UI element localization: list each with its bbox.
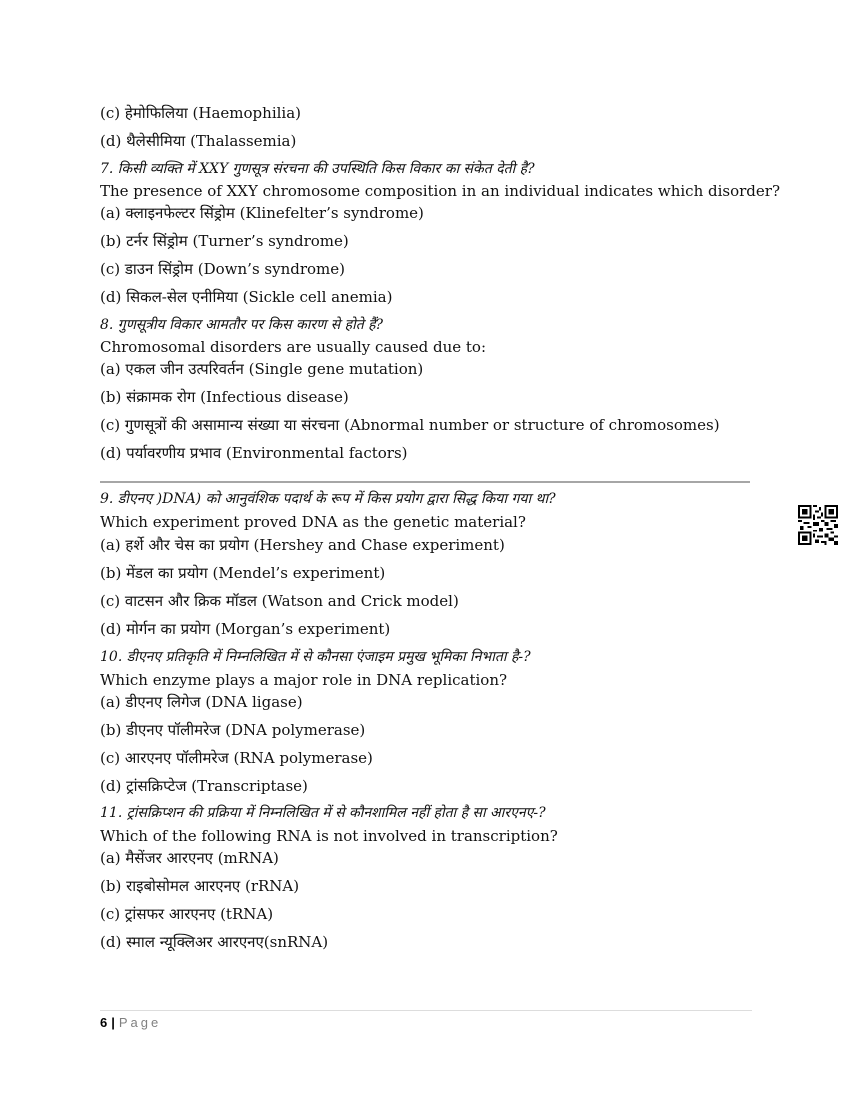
page-footer (100, 1014, 161, 1032)
answer-option: (b) मेंडल का प्रयोग (Mendel’s experiment) (100, 564, 386, 582)
answer-option: (c) ट्रांसफर आरएनए (tRNA) (100, 905, 274, 923)
question-hindi: 8. गुणसूत्रीय विकार आमतौर पर किस कारण से होते हैं? (100, 317, 384, 333)
question-hindi: 10. डीएनए प्रतिकृति में निम्नलिखित में से कौनसा एंजाइम प्रमुख भूमिका निभाता है-? (100, 649, 531, 665)
footer-separator: | (111, 1015, 115, 1030)
answer-option: (a) डीएनए लिगेज (DNA ligase) (100, 693, 303, 711)
answer-option: (a) हर्शे और चेस का प्रयोग (Hershey and Chase experiment) (100, 536, 505, 554)
question-english: Which of the following RNA is not involved in transcription? (100, 827, 558, 845)
question-english: Which enzyme plays a major role in DNA replication? (100, 671, 508, 689)
question-english: Which experiment proved DNA as the genetic material? (100, 513, 526, 531)
qr-code-icon[interactable] (798, 505, 838, 545)
answer-option: (d) पर्यावरणीय प्रभाव (Environmental factors) (100, 444, 408, 462)
answer-option: (b) टर्नर सिंड्रोम (Turner’s syndrome) (100, 232, 349, 250)
question-english: The presence of XXY chromosome composition in an individual indicates which disorder? (100, 182, 780, 200)
answer-option: (d) सिकल-सेल एनीमिया (Sickle cell anemia) (100, 288, 393, 306)
question-hindi: 7. किसी व्यक्ति में XXY गुणसूत्र संरचना की उपस्थिति किस विकार का संकेत देती है? (100, 161, 535, 177)
footer-rule (100, 1010, 752, 1011)
question-hindi: 11. ट्रांसक्रिप्शन की प्रक्रिया में निम्नलिखित में से कौनशामिल नहीं होता है सा आरएनए-? (100, 805, 546, 821)
answer-option: (d) थैलेसीमिया (Thalassemia) (100, 132, 297, 150)
question-hindi: 9. डीएनए )DNA) को आनुवंशिक पदार्थ के रूप में किस प्रयोग द्वारा सिद्ध किया गया था? (100, 491, 556, 507)
answer-option: (c) डाउन सिंड्रोम (Down’s syndrome) (100, 260, 346, 278)
page-label: Page (118, 1015, 162, 1030)
question-english: Chromosomal disorders are usually caused due to: (100, 338, 486, 356)
answer-option: (d) मोर्गन का प्रयोग (Morgan’s experiment) (100, 620, 391, 638)
answer-option: (a) मैसेंजर आरएनए (mRNA) (100, 849, 279, 867)
document-page (100, 0, 780, 1100)
section-divider (100, 481, 750, 483)
answer-option: (b) राइबोसोमल आरएनए (rRNA) (100, 877, 300, 895)
answer-option: (c) वाटसन और क्रिक मॉडल (Watson and Crick model) (100, 592, 459, 610)
answer-option: (c) हेमोफिलिया (Haemophilia) (100, 104, 302, 122)
answer-option: (c) आरएनए पॉलीमरेज (RNA polymerase) (100, 749, 373, 767)
answer-option: (a) एकल जीन उत्परिवर्तन (Single gene mutation) (100, 360, 424, 378)
answer-option: (c) गुणसूत्रों की असामान्य संख्या या संरचना (Abnormal number or structure of chromosomes) (100, 416, 720, 434)
answer-option: (d) स्माल न्यूक्लिअर आरएनए(snRNA) (100, 933, 329, 951)
page-number: 6 (100, 1015, 108, 1030)
answer-option: (b) डीएनए पॉलीमरेज (DNA polymerase) (100, 721, 366, 739)
answer-option: (d) ट्रांसक्रिप्टेज (Transcriptase) (100, 777, 308, 795)
answer-option: (a) क्लाइनफेल्टर सिंड्रोम (Klinefelter’s syndrome) (100, 204, 424, 222)
answer-option: (b) संक्रामक रोग (Infectious disease) (100, 388, 349, 406)
